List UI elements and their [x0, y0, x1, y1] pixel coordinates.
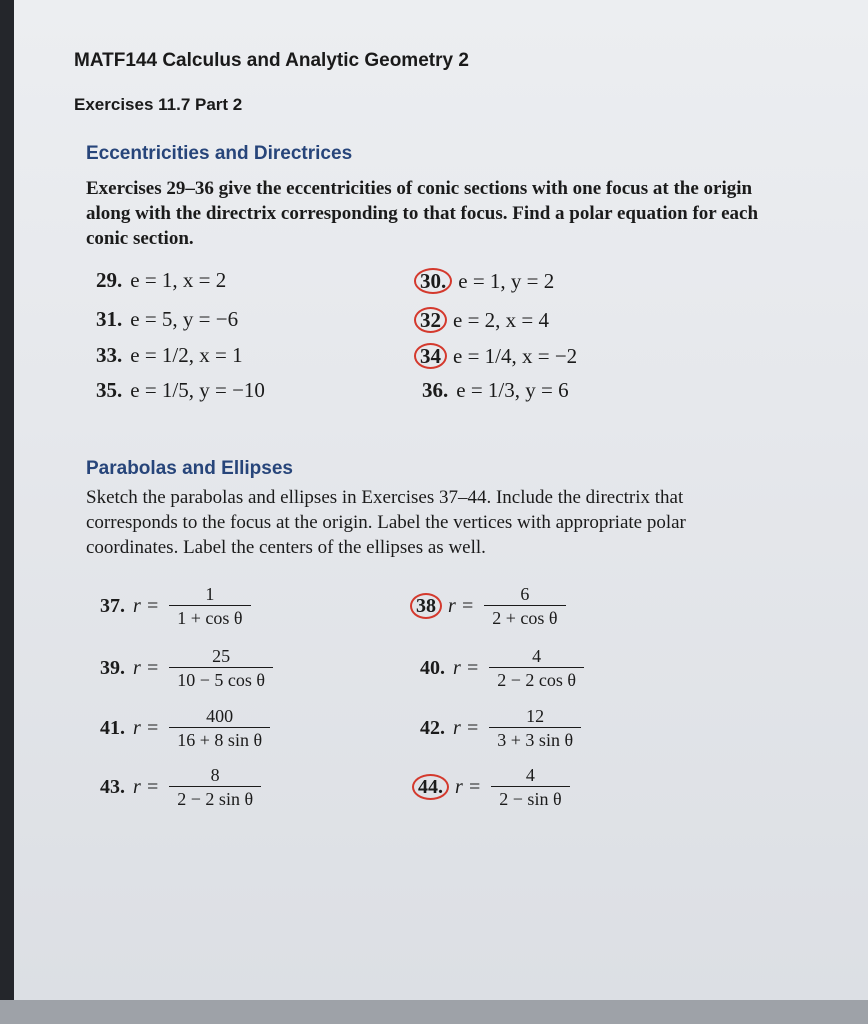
exercise-41: [100, 706, 270, 750]
exercise-number: 37.: [100, 594, 125, 617]
fraction: [491, 765, 569, 809]
exercise-expression: e = 5, y = −6: [130, 307, 239, 331]
exercise-expression: e = 1/3, y = 6: [456, 378, 569, 402]
exercise-33: [96, 343, 243, 368]
fraction: [489, 706, 581, 750]
monitor-bezel: [0, 1000, 868, 1024]
exercise-number-circled: 32: [414, 307, 447, 333]
denominator: 2 + cos θ: [484, 605, 565, 628]
exercise-expression: e = 1/4, x = −2: [453, 344, 578, 368]
exercise-lhs: r =: [453, 656, 480, 679]
numerator: 12: [526, 706, 545, 726]
denominator: 2 − 2 cos θ: [489, 667, 584, 690]
exercise-expression: e = 1, x = 2: [130, 268, 227, 292]
exercise-expression: e = 1/2, x = 1: [130, 343, 243, 367]
exercise-number-circled: 44.: [412, 774, 449, 800]
exercise-44: [412, 765, 570, 809]
numerator: 1: [205, 584, 215, 604]
fraction: [489, 646, 584, 690]
exercise-34: [414, 343, 577, 369]
exercise-31: [96, 307, 238, 332]
exercise-number-circled: 34: [414, 343, 447, 369]
exercise-expression: e = 1/5, y = −10: [130, 378, 265, 402]
exercise-43: [100, 765, 261, 809]
denominator: 1 + cos θ: [169, 605, 250, 628]
exercise-lhs: r =: [133, 594, 160, 617]
fraction: [169, 646, 273, 690]
exercise-38: [410, 584, 566, 628]
numerator: 400: [206, 706, 234, 726]
monitor-left-edge: [0, 0, 14, 1000]
exercise-lhs: r =: [133, 656, 160, 679]
numerator: 8: [210, 765, 220, 785]
exercise-number: 41.: [100, 716, 125, 739]
fraction: [169, 584, 250, 628]
numerator: 4: [525, 765, 535, 785]
exercise-lhs: r =: [133, 775, 160, 798]
denominator: 3 + 3 sin θ: [489, 727, 581, 750]
fraction: [169, 706, 270, 750]
exercise-39: [100, 646, 273, 690]
exercise-37: [100, 584, 251, 628]
exercise-expression: e = 1, y = 2: [458, 269, 555, 293]
eccentricities-instructions: Exercises 29–36 give the eccentricities of conic sections with one focus at the origin along with the directrix corresponding to that focus. Find a polar equation for each conic section.: [86, 178, 759, 249]
exercise-30: [414, 268, 554, 294]
numerator: 25: [212, 646, 231, 666]
exercise-42: [420, 706, 581, 750]
exercise-32: [414, 307, 549, 333]
fraction: [484, 584, 565, 628]
parabolas-instructions: Sketch the parabolas and ellipses in Exercises 37–44. Include the directrix that corresponds to the focus at the origin. Label the vertices with appropriate polar coordinates. Label the centers of the ellipses as well.: [86, 487, 686, 558]
exercise-number-circled: 30.: [414, 268, 452, 294]
fraction: [169, 765, 261, 809]
exercise-number: 33.: [96, 343, 123, 367]
exercise-number: 43.: [100, 775, 125, 798]
exercise-35: [96, 378, 265, 403]
numerator: 6: [520, 584, 530, 604]
parabolas-heading: Parabolas and Ellipses: [86, 458, 293, 479]
exercise-number: 39.: [100, 656, 125, 679]
exercise-number-circled: 38: [410, 593, 442, 619]
exercise-36: [422, 378, 569, 403]
denominator: 10 − 5 cos θ: [169, 667, 273, 690]
denominator: 2 − 2 sin θ: [169, 786, 261, 809]
denominator: 2 − sin θ: [491, 786, 569, 809]
exercises-label: Exercises 11.7 Part 2: [74, 95, 243, 114]
exercise-number: 29.: [96, 268, 123, 292]
exercise-number: 42.: [420, 716, 445, 739]
exercise-number: 40.: [420, 656, 445, 679]
numerator: 4: [532, 646, 542, 666]
exercise-lhs: r =: [455, 775, 482, 798]
exercise-lhs: r =: [448, 594, 475, 617]
exercise-lhs: r =: [453, 716, 480, 739]
course-title: MATF144 Calculus and Analytic Geometry 2: [74, 50, 469, 71]
exercise-number: 36.: [422, 378, 449, 402]
denominator: 16 + 8 sin θ: [169, 727, 270, 750]
exercise-29: [96, 268, 226, 293]
exercise-40: [420, 646, 584, 690]
exercise-expression: e = 2, x = 4: [453, 308, 550, 332]
exercise-number: 31.: [96, 307, 123, 331]
exercise-number: 35.: [96, 378, 123, 402]
exercise-lhs: r =: [133, 716, 160, 739]
eccentricities-heading: Eccentricities and Directrices: [86, 143, 353, 164]
